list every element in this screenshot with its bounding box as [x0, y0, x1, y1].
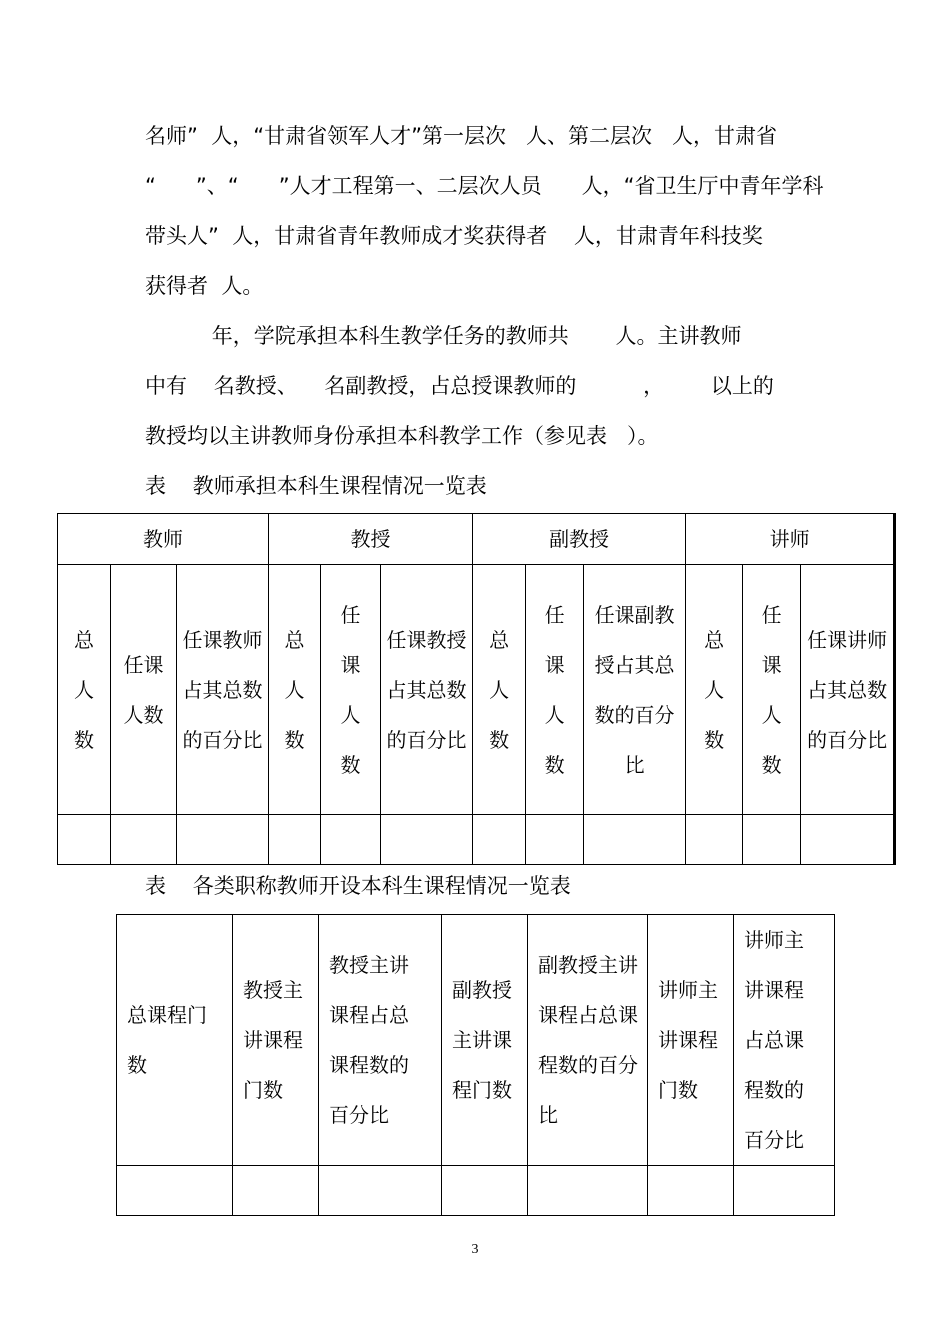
paragraph-line-4: 获得者 人。 — [145, 274, 264, 298]
paragraph-line-6: 中有 名教授、 名副教授，占总授课教师的 ， 以上的 — [145, 374, 774, 398]
page-number: 3 — [471, 1242, 479, 1257]
table1-empty-cell[interactable] — [177, 815, 269, 865]
table2-empty-cell[interactable] — [319, 1166, 442, 1216]
assoc-percent-header: 任课副教 授占其总 数的百分 比 — [584, 565, 686, 815]
professor-courses-header: 教授主 讲课程 门数 — [233, 915, 319, 1166]
table1-empty-cell[interactable] — [686, 815, 743, 865]
paragraph-line-3: 带头人” 人，甘肃省青年教师成才奖获得者 人，甘肃青年科技奖 — [145, 224, 763, 248]
professor-percent-header: 任课教授 占其总数 的百分比 — [381, 565, 473, 815]
table1-empty-cell[interactable] — [381, 815, 473, 865]
group-header-professor: 教授 — [269, 514, 473, 565]
professor-teaching-header: 任 课 人 数 — [321, 565, 381, 815]
table2-empty-cell[interactable] — [648, 1166, 734, 1216]
assoc-total-header: 总 人 数 — [473, 565, 526, 815]
table1-empty-cell[interactable] — [473, 815, 526, 865]
total-courses-header: 总课程门 数 — [117, 915, 233, 1166]
table1-empty-cell[interactable] — [58, 815, 111, 865]
lecturer-total-header: 总 人 数 — [686, 565, 743, 815]
table1-caption: 表 教师承担本科生课程情况一览表 — [145, 474, 487, 498]
paragraph-line-7: 教授均以主讲教师身份承担本科教学工作（参见表 ）。 — [145, 424, 659, 448]
group-header-associate-professor: 副教授 — [473, 514, 686, 565]
group-header-lecturer: 讲师 — [686, 514, 895, 565]
lecturer-percent-header: 讲师主 讲课程 占总课 程数的 百分比 — [734, 915, 835, 1166]
teacher-course-table — [57, 513, 896, 865]
table2-empty-cell[interactable] — [528, 1166, 648, 1216]
paragraph-line-1: 名师” 人，“甘肃省领军人才”第一层次 人、第二层次 人，甘肃省 — [145, 124, 778, 148]
table1-empty-cell[interactable] — [526, 815, 584, 865]
table1-empty-cell[interactable] — [321, 815, 381, 865]
teacher-teaching-header: 任课 人数 — [111, 565, 177, 815]
assoc-percent-header: 副教授主讲 课程占总课 程数的百分 比 — [528, 915, 648, 1166]
table1-empty-cell[interactable] — [801, 815, 895, 865]
group-header-teacher: 教师 — [58, 514, 269, 565]
lecturer-teaching-header: 任 课 人 数 — [743, 565, 801, 815]
table1-empty-cell[interactable] — [269, 815, 321, 865]
lecturer-percent-header: 任课讲师 占其总数 的百分比 — [801, 565, 895, 815]
teacher-total-header: 总 人 数 — [58, 565, 111, 815]
table2-empty-cell[interactable] — [734, 1166, 835, 1216]
professor-total-header: 总 人 数 — [269, 565, 321, 815]
table2-caption: 表 各类职称教师开设本科生课程情况一览表 — [145, 874, 571, 898]
table1-empty-cell[interactable] — [743, 815, 801, 865]
paragraph-line-5: 年，学院承担本科生教学任务的教师共 人。主讲教师 — [145, 324, 742, 348]
table1-empty-cell[interactable] — [584, 815, 686, 865]
table1-empty-cell[interactable] — [111, 815, 177, 865]
title-course-table — [116, 914, 835, 1216]
assoc-teaching-header: 任 课 人 数 — [526, 565, 584, 815]
table2-empty-cell[interactable] — [442, 1166, 528, 1216]
assoc-courses-header: 副教授 主讲课 程门数 — [442, 915, 528, 1166]
table2-empty-cell[interactable] — [117, 1166, 233, 1216]
teacher-percent-header: 任课教师 占其总数 的百分比 — [177, 565, 269, 815]
lecturer-courses-header: 讲师主 讲课程 门数 — [648, 915, 734, 1166]
table2-empty-cell[interactable] — [233, 1166, 319, 1216]
paragraph-line-2: “ ”、“ ”人才工程第一、二层次人员 人，“省卫生厅中青年学科 — [145, 174, 824, 198]
professor-percent-header: 教授主讲 课程占总 课程数的 百分比 — [319, 915, 442, 1166]
